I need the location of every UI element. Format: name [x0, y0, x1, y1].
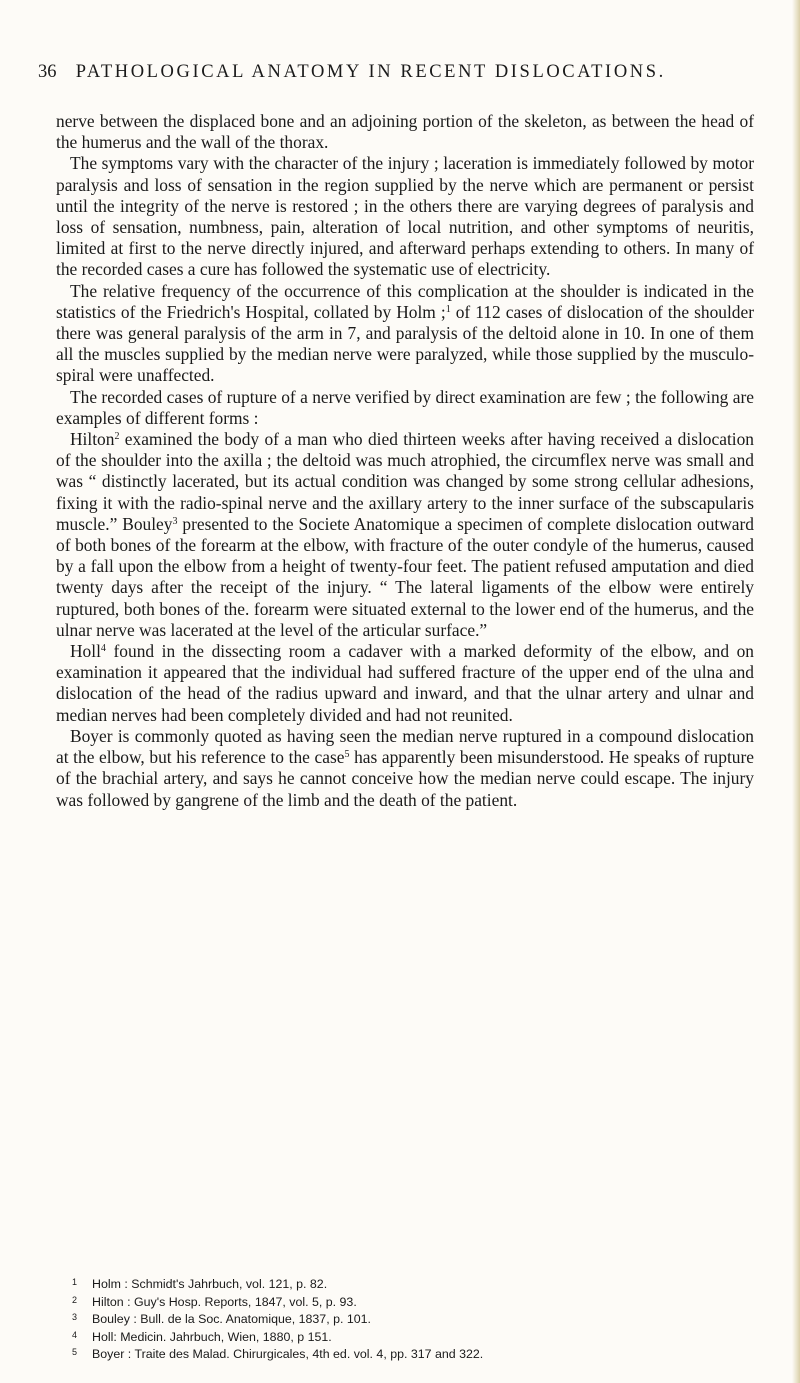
footnote-mark: 3 — [72, 1312, 78, 1323]
footnote-ref[interactable]: 5 — [344, 749, 350, 761]
footnotes — [72, 1275, 754, 1363]
text-run: Hilton — [70, 429, 115, 450]
paragraph — [56, 429, 754, 641]
footnote-mark: 1 — [72, 1277, 78, 1287]
paragraph — [56, 641, 754, 726]
running-header — [38, 62, 758, 83]
footnote — [72, 1293, 754, 1311]
text-run: Holl — [70, 641, 101, 662]
footnote-text: Bouley : Bull. de la Soc. Anatomique, 1837, p. 101. — [92, 1312, 371, 1327]
footnote-ref[interactable]: 4 — [100, 643, 106, 655]
page-edge-shadow — [792, 0, 800, 1383]
text-run: found in the dissecting room a cadaver with a marked deformity of the elbow, and on examination it appeared that the individual had suffered fracture of the upper end of the ulna and dislocation of the head of the radius upward and inward, and that the ulnar artery and ulnar and median nerves had been completely divided and had not reunited. — [56, 641, 754, 725]
footnote-ref[interactable]: 1 — [445, 303, 451, 315]
footnote — [72, 1310, 754, 1328]
body-text — [56, 111, 754, 811]
text-run: The relative frequency of the occurrence of this complication at the shoulder is indicated in the statistics of the Friedrich's Hospital, collated by Holm ; — [56, 280, 754, 322]
text-run: presented to the Societe Anatomique a specimen of complete dislocation outward of both bones of the forearm at the elbow, with fracture of the outer condyle of the humerus, caused by a fall upon the elbow from a height of twenty-four feet. The patient refused amputation and died twenty days after the receipt of the injury. “ The lateral ligaments of the elbow were entirely ruptured, both bones of the. forearm were situated external to the lower end of the humerus, and the ulnar nerve was lacerated at the level of the articular surface.” — [56, 513, 754, 640]
footnote-text: Hilton : Guy's Hosp. Reports, 1847, vol. 5, p. 93. — [92, 1294, 357, 1309]
text-run: of 112 cases of dislocation of the shoulder there was general paralysis of the arm in 7, and paralysis of the deltoid alone in 10. In one of them all the muscles supplied by the median nerve were paralyzed, while those supplied by the musculo-spiral were unaffected. — [56, 301, 755, 386]
footnote — [72, 1275, 754, 1293]
text-run: nerve between the displaced bone and an adjoining portion of the skeleton, as between the head of the humerus and the wall of the thorax. — [56, 111, 754, 153]
paragraph — [56, 153, 754, 280]
text-run: The symptoms vary with the character of the injury ; laceration is immediately followed by motor paralysis and loss of sensation in the region supplied by the nerve which are permanent or persist until the integrity of the nerve is restored ; in the others there are varying degrees of paralysis and loss of sensation, numbness, pain, alteration of local nutrition, and other symptoms of neuritis, limited at first to the nerve directly injured, and afterward perhaps extending to others. In many of the recorded cases a cure has followed the systematic use of electricity. — [56, 153, 754, 280]
footnote-ref[interactable]: 2 — [114, 431, 120, 443]
running-title: PATHOLOGICAL ANATOMY IN RECENT DISLOCATIONS. — [75, 62, 666, 82]
footnote-text: Holl: Medicin. Jahrbuch, Wien, 1880, p 151. — [92, 1329, 332, 1344]
footnote-mark: 5 — [72, 1347, 78, 1358]
footnote — [72, 1328, 754, 1346]
text-run: has apparently been misunderstood. He speaks of rupture of the brachial artery, and says he cannot conceive how the median nerve could escape. The injury was followed by gangrene of the limb and the death of the patient. — [56, 747, 754, 810]
text-run: Boyer is commonly quoted as having seen the median nerve ruptured in a compound dislocation at the elbow, but his reference to the case — [56, 725, 754, 768]
footnote — [72, 1345, 754, 1363]
text-run: examined the body of a man who died thirteen weeks after having received a dislocation of the shoulder into the axilla ; the deltoid was much atrophied, the circumflex nerve was small and was “ distinctly lacerated, but its actual condition was changed by some strong cellular adhesions, fixing it with the radio-spinal nerve and the axillary artery to the inner surface of the subscapularis muscle.” Bouley — [56, 429, 754, 534]
paragraph — [56, 387, 754, 429]
footnote-mark: 2 — [72, 1294, 78, 1305]
text-run: The recorded cases of rupture of a nerve verified by direct examination are few ; the following are examples of different forms : — [56, 386, 754, 428]
footnote-ref[interactable]: 3 — [172, 515, 178, 527]
footnote-text: Boyer : Traite des Malad. Chirurgicales, 4th ed. vol. 4, pp. 317 and 322. — [92, 1347, 484, 1362]
footnote-mark: 4 — [72, 1329, 78, 1340]
paragraph — [56, 111, 754, 153]
page-number: 36 — [38, 62, 57, 82]
paragraph — [56, 281, 754, 387]
footnote-text: Holm : Schmidt's Jahrbuch, vol. 121, p. 82. — [92, 1277, 328, 1291]
paragraph — [56, 726, 754, 811]
